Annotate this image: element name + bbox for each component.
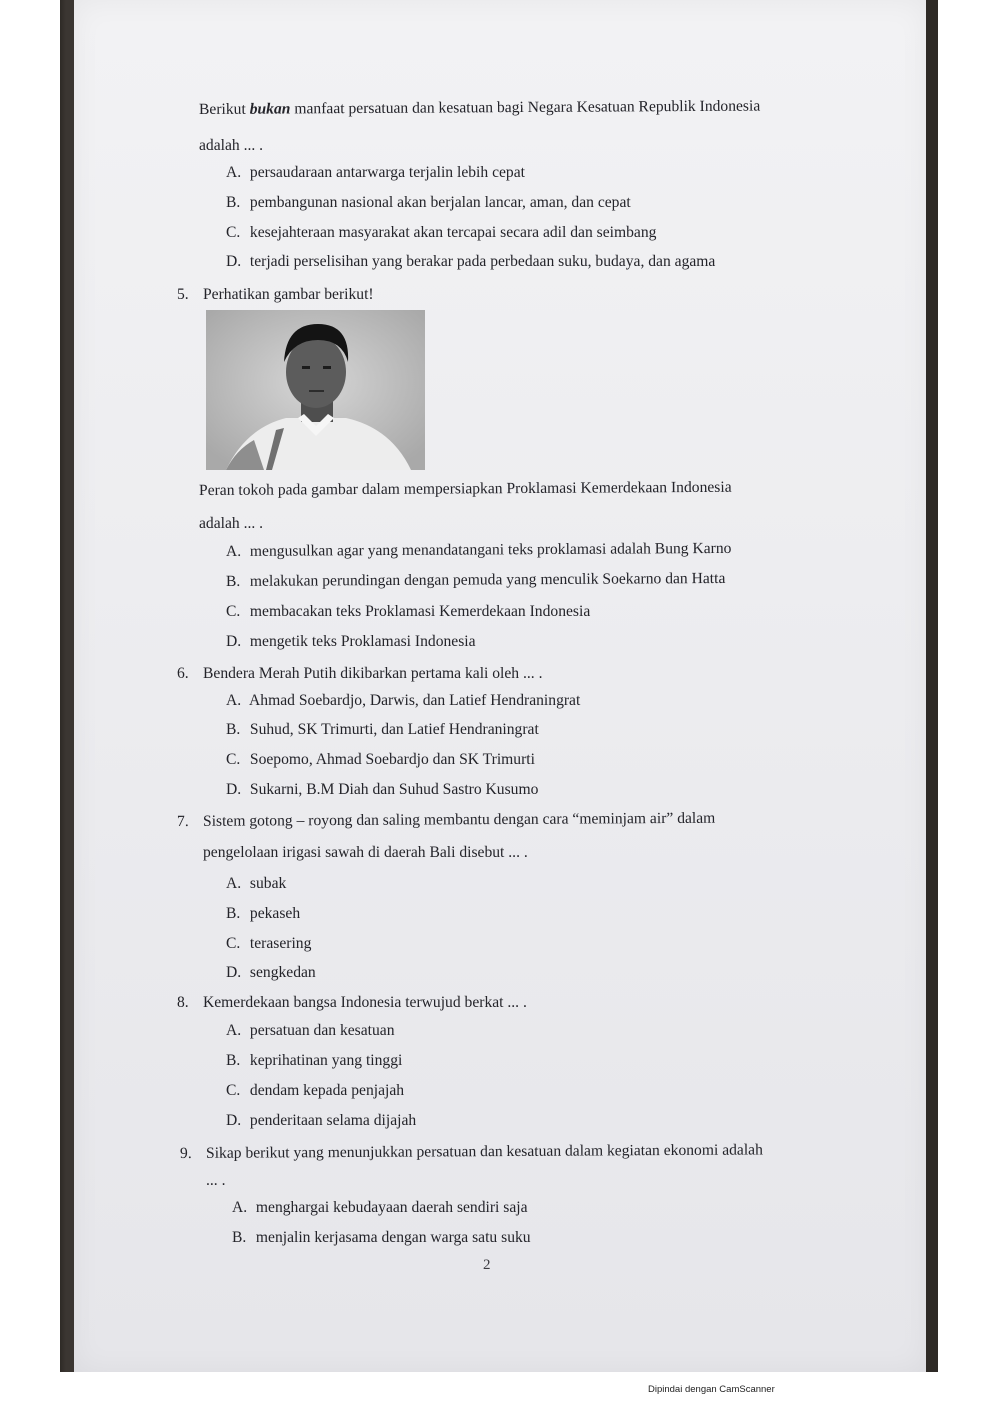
q9-option-b: B. menjalin kerjasama dengan warga satu suku [232, 1229, 531, 1246]
q4-option-c: C. kesejahteraan masyarakat akan tercapai secara adil dan seimbang [226, 224, 657, 241]
q8-option-b: B. keprihatinan yang tinggi [226, 1052, 403, 1069]
q5-option-b: B. melakukan perundingan dengan pemuda yang menculik Soekarno dan Hatta [225, 569, 726, 590]
q5-stem: 5. Perhatikan gambar berikut! [177, 286, 374, 303]
q6-stem: 6. Bendera Merah Putih dikibarkan pertama kali oleh ... . [177, 665, 543, 682]
q5-option-a: A. mengusulkan agar yang menandatangani teks proklamasi adalah Bung Karno [225, 539, 732, 560]
q5-option-d: D. mengetik teks Proklamasi Indonesia [226, 633, 476, 650]
q4-stem-line2: adalah ... . [199, 137, 264, 154]
q5-option-c: C. membacakan teks Proklamasi Kemerdekaan Indonesia [226, 603, 591, 620]
q5-follow-line1: Peran tokoh pada gambar dalam mempersiapkan Proklamasi Kemerdekaan Indonesia [198, 478, 732, 499]
q8-stem: 8. Kemerdekaan bangsa Indonesia terwujud berkat ... . [177, 994, 527, 1011]
q6-option-d: D. Sukarni, B.M Diah dan Suhud Sastro Kusumo [226, 781, 539, 798]
portrait-illustration [206, 310, 425, 470]
q8-option-d: D. penderitaan selama dijajah [226, 1112, 417, 1129]
q6-option-b: B. Suhud, SK Trimurti, dan Latief Hendraningrat [226, 721, 539, 738]
q7-stem-line1: 7. Sistem gotong – royong dan saling membantu dengan cara “meminjam air” dalam [176, 809, 716, 830]
q9-option-a: A. menghargai kebudayaan daerah sendiri saja [232, 1199, 528, 1216]
q6-option-a: A. Ahmad Soebardjo, Darwis, dan Latief Hendraningrat [226, 692, 581, 709]
q7-option-c: C. terasering [226, 935, 312, 952]
page-number: 2 [483, 1257, 491, 1273]
q9-stem-line2: ... . [206, 1172, 226, 1189]
q8-option-c: C. dendam kepada penjajah [226, 1082, 405, 1099]
q4-option-a: A. persaudaraan antarwarga terjalin lebih cepat [226, 164, 525, 181]
q7-option-a: A. subak [226, 875, 287, 892]
q7-stem-line2: pengelolaan irigasi sawah di daerah Bali disebut ... . [203, 844, 528, 861]
portrait-photo [206, 310, 425, 470]
q6-option-c: C. Soepomo, Ahmad Soebardjo dan SK Trimurti [226, 751, 535, 768]
q7-option-d: D. sengkedan [226, 964, 316, 981]
q7-option-b: B. pekaseh [226, 905, 301, 922]
q4-option-b: B. pembangunan nasional akan berjalan lancar, aman, dan cepat [226, 194, 631, 211]
q8-option-a: A. persatuan dan kesatuan [226, 1022, 395, 1039]
scanner-watermark: Dipindai dengan CamScanner [648, 1384, 775, 1395]
q5-follow-line2: adalah ... . [199, 515, 264, 532]
q4-stem-line1: Berikut bukan manfaat persatuan dan kesatuan bagi Negara Kesatuan Republik Indonesia [198, 97, 761, 118]
q4-option-d: D. terjadi perselisihan yang berakar pada perbedaan suku, budaya, dan agama [226, 253, 716, 270]
q9-stem-line1: 9. Sikap berikut yang menunjukkan persatuan dan kesatuan dalam kegiatan ekonomi adalah [179, 1141, 763, 1162]
